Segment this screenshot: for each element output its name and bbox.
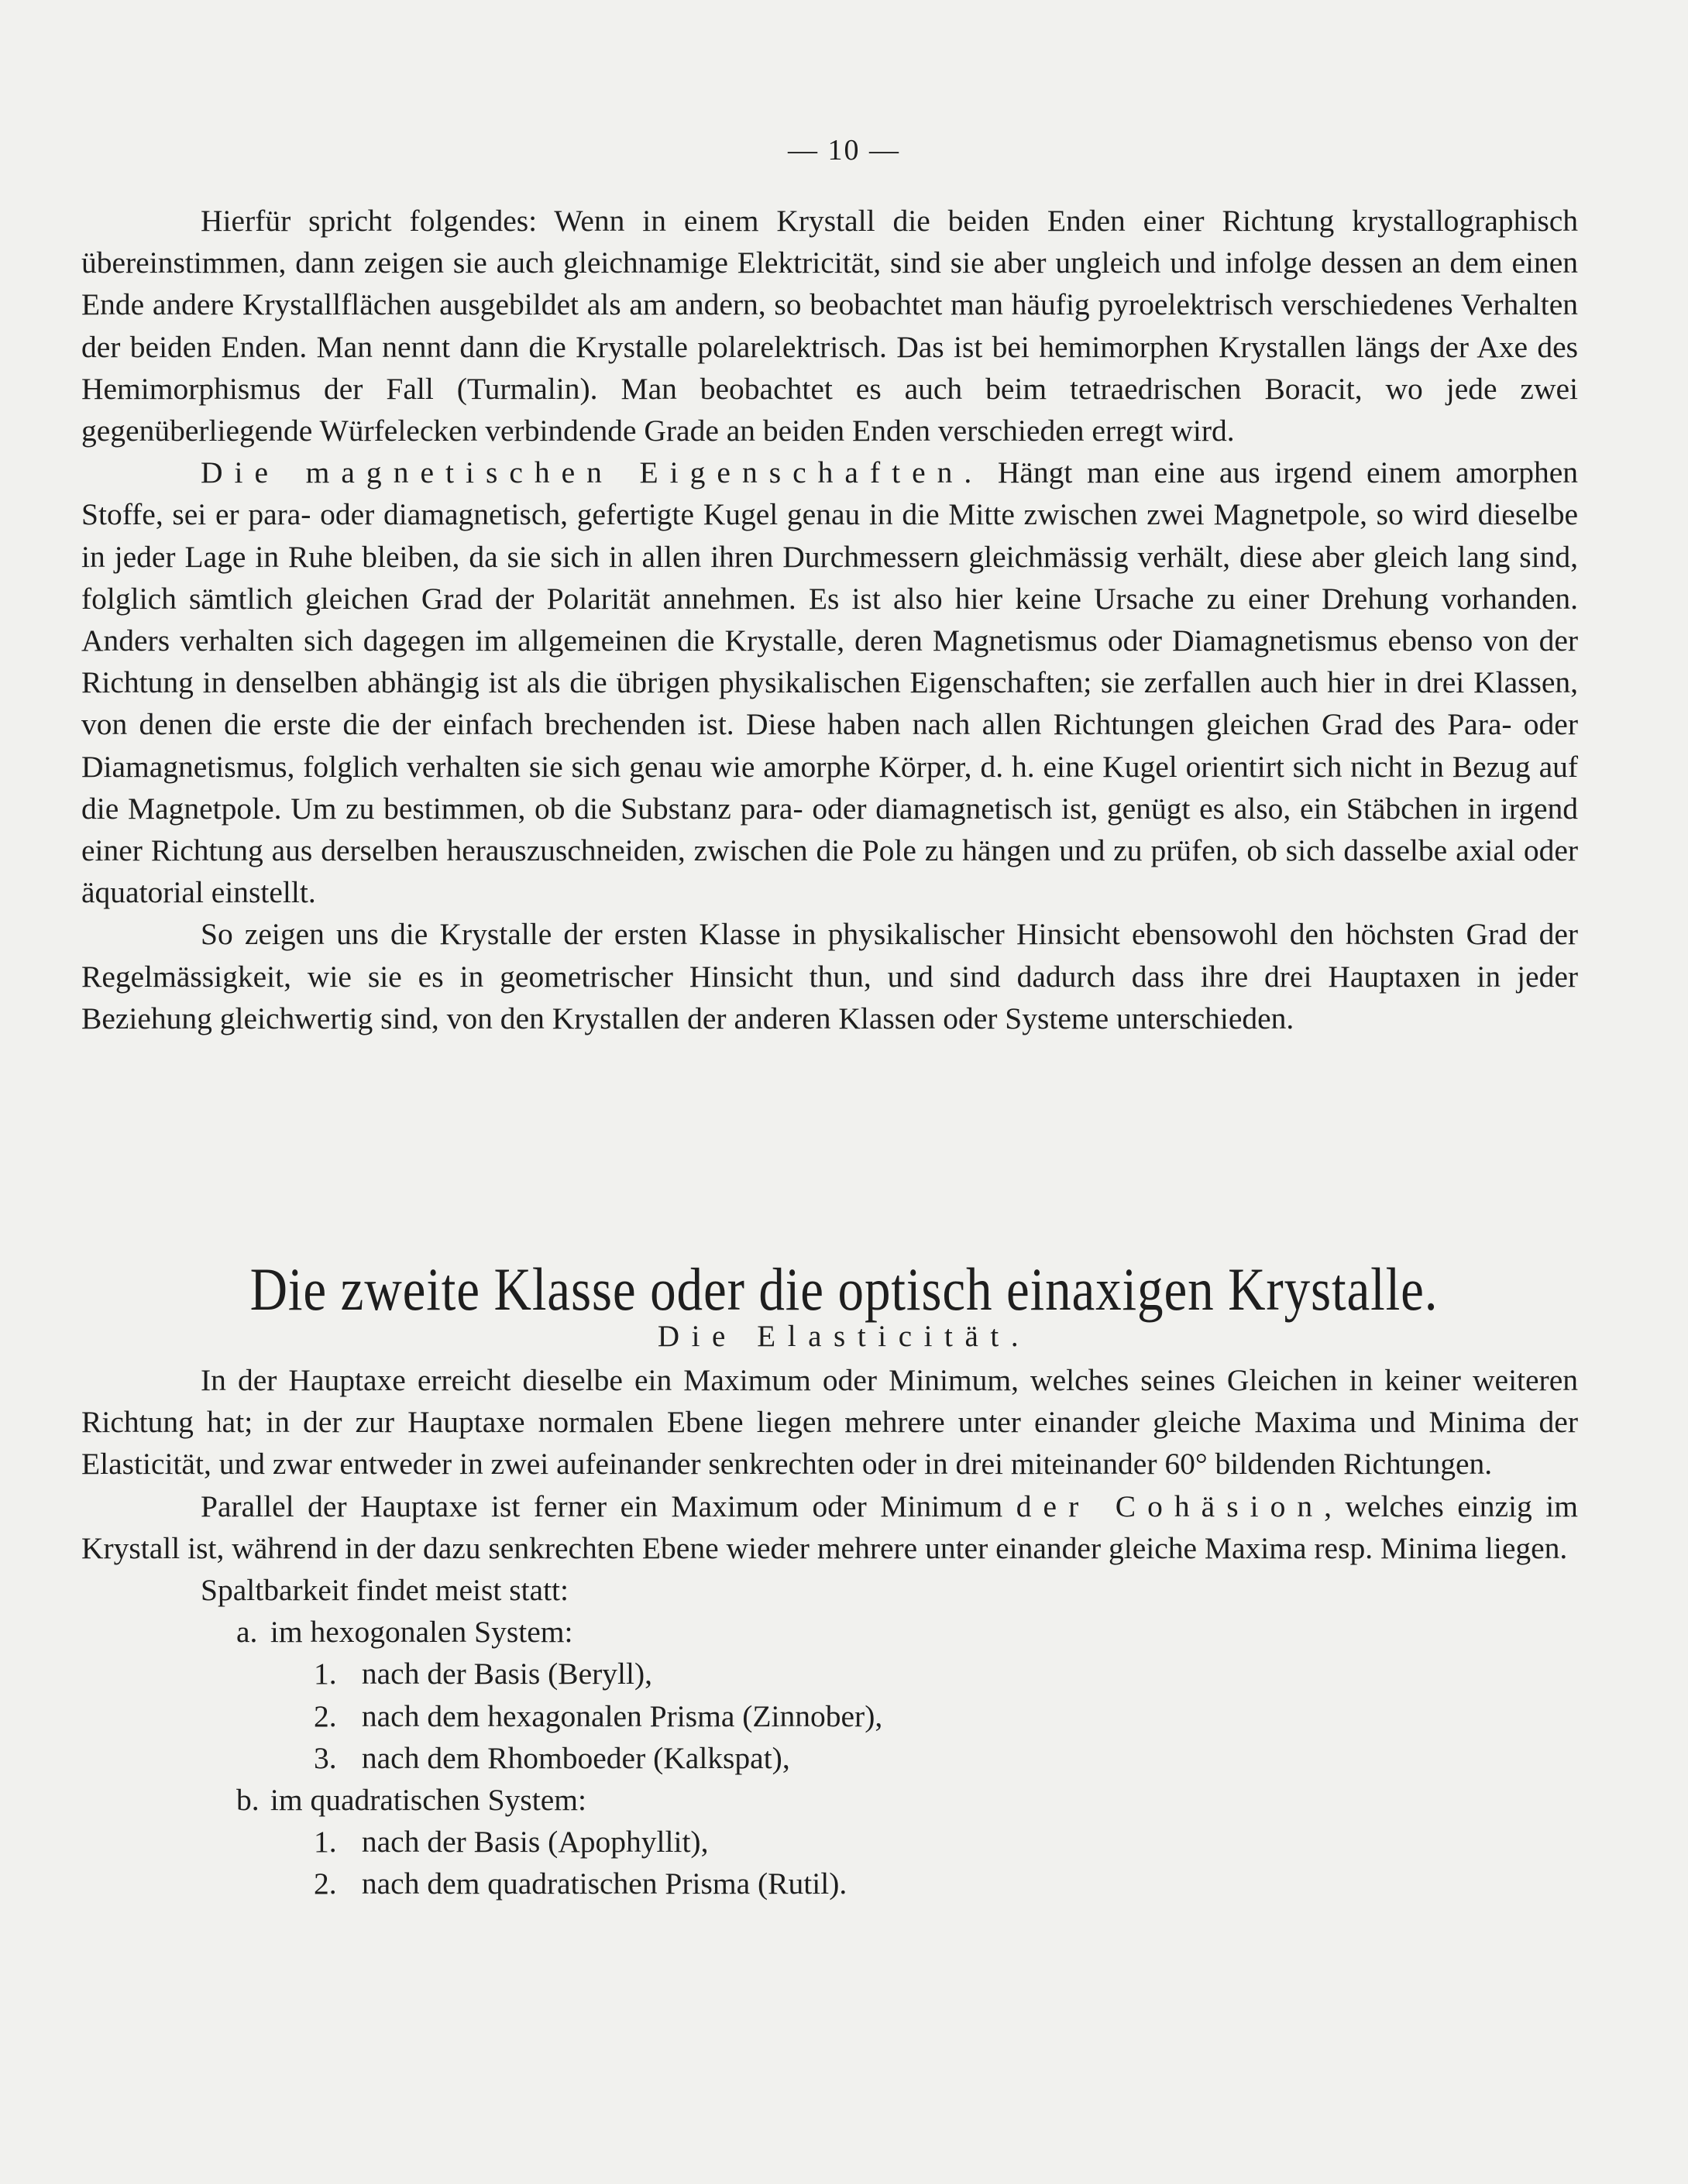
cleavage-list — [81, 1611, 1578, 1904]
section-heading: Die zweite Klasse oder die optisch einaxigen Krystalle. — [249, 1255, 1439, 1323]
paragraph-cohesion-spaced: der Cohäsion — [1016, 1489, 1325, 1523]
list-item — [81, 1611, 1578, 1653]
paragraph-cohesion-end: , welches einzig im Krystall ist, während in der dazu senkrechten Ebene wieder mehrere unter einander gleiche Maxima resp. Minima liegen. — [81, 1489, 1578, 1565]
list-text: nach der Basis (Beryll), — [361, 1657, 653, 1691]
list-item — [81, 1821, 1578, 1863]
list-text: im hexogonalen System: — [270, 1615, 573, 1650]
list-label: a. — [236, 1615, 258, 1650]
list-item — [81, 1863, 1578, 1904]
page-number: — 10 — — [788, 134, 900, 167]
section-two — [81, 1359, 1578, 1905]
list-number: 2. — [314, 1698, 337, 1733]
list-label: b. — [236, 1783, 260, 1818]
paragraph-elasticity: In der Hauptaxe erreicht dieselbe ein Maximum oder Minimum, welches seines Gleichen in keiner weiteren Richtung hat; in der zur Hauptaxe normalen Ebene liegen mehrere unter einander gleiche Maxima und Minima der Elasticität, und zwar entweder in zwei aufeinander senkrechten oder in drei miteinander 60° bildenden Richtungen. — [81, 1363, 1578, 1482]
paragraph-cohesion — [81, 1485, 1578, 1569]
paragraph-cleavage: Spaltbarkeit findet meist statt: — [201, 1573, 569, 1608]
paragraph-magnetic-text: Hängt man eine aus irgend einem amorphen Stoffe, sei er para- oder diamagnetisch, gefertigte Kugel genau in die Mitte zwischen zwei Magnetpole, so wird dieselbe in jeder Lage in Ruhe bleiben, da sie sich in allen ihren Durchmessern gleichmässig verhält, diese aber gleich lang sind, folglich sämtlich gleichen Grad der Polarität annehmen. Es ist also hier keine Ursache zu einer Drehung vorhanden. Anders verhalten sich dagegen im allgemeinen die Krystalle, deren Magnetismus oder Diamagnetismus ebenso von der Richtung in denselben abhängig ist als die übrigen physikalischen Eigenschaften; sie zerfallen auch hier in drei Klassen, von denen die erste die der einfach brechenden ist. Diese haben nach allen Richtungen gleichen Grad des Para- oder Diamagnetismus, folglich verhalten sie sich genau wie amorphe Körper, d. h. eine Kugel orientirt sich nicht in Bezug auf die Magnetpole. Um zu bestimmen, ob die Substanz para- oder diamagnetisch ist, genügt es also, ein Stäbchen in irgend einer Richtung aus derselben herauszuschneiden, zwischen die Pole zu hängen und zu prüfen, ob sich dasselbe axial oder äquatorial einstellt. — [81, 455, 1578, 910]
paragraph-cohesion-start: Parallel der Hauptaxe ist ferner ein Maximum oder Minimum — [201, 1489, 1016, 1523]
subsection-heading: Die Elasticität. — [657, 1320, 1031, 1353]
list-item — [81, 1737, 1578, 1779]
list-text: nach der Basis (Apophyllit), — [361, 1825, 709, 1859]
list-item — [81, 1653, 1578, 1695]
inline-heading-magnetic: Die magnetischen Eigenschaften. — [201, 455, 984, 490]
list-text: im quadratischen System: — [270, 1783, 586, 1818]
list-number: 3. — [314, 1740, 337, 1775]
list-text: nach dem hexagonalen Prisma (Zinnober), — [361, 1698, 883, 1733]
list-number: 1. — [314, 1657, 337, 1691]
paragraph-magnetic — [81, 452, 1578, 913]
list-item — [81, 1779, 1578, 1821]
section-one — [81, 200, 1578, 1039]
list-number: 1. — [314, 1825, 337, 1859]
paragraph-first-class-summary: So zeigen uns die Krystalle der ersten Klasse in physikalischer Hinsicht ebensowohl den höchsten Grad der Regelmässigkeit, wie sie es in geometrischer Hinsicht thun, und sind dadurch dass ihre drei Hauptaxen in jeder Beziehung gleichwertig sind, von den Krystallen der anderen Klassen oder Systeme unterschieden. — [81, 917, 1578, 1035]
paragraph-pyroelectric: Hierfür spricht folgendes: Wenn in einem Krystall die beiden Enden einer Richtung krystallographisch übereinstimmen, dann zeigen sie auch gleichnamige Elektricität, sind sie aber ungleich und infolge dessen an dem einen Ende andere Krystallflächen ausgebildet als am andern, so beobachtet man häufig pyroelektrisch verschiedenes Verhalten der beiden Enden. Man nennt dann die Krystalle polarelektrisch. Das ist bei hemimorphen Krystallen längs der Axe des Hemimorphismus der Fall (Turmalin). Man beobachtet es auch beim tetraedrischen Boracit, wo jede zwei gegenüberliegende Würfelecken verbindende Grade an beiden Enden verschieden erregt wird. — [81, 204, 1578, 448]
list-number: 2. — [314, 1866, 337, 1901]
list-item — [81, 1695, 1578, 1737]
list-text: nach dem Rhomboeder (Kalkspat), — [361, 1740, 790, 1775]
list-text: nach dem quadratischen Prisma (Rutil). — [361, 1866, 847, 1901]
